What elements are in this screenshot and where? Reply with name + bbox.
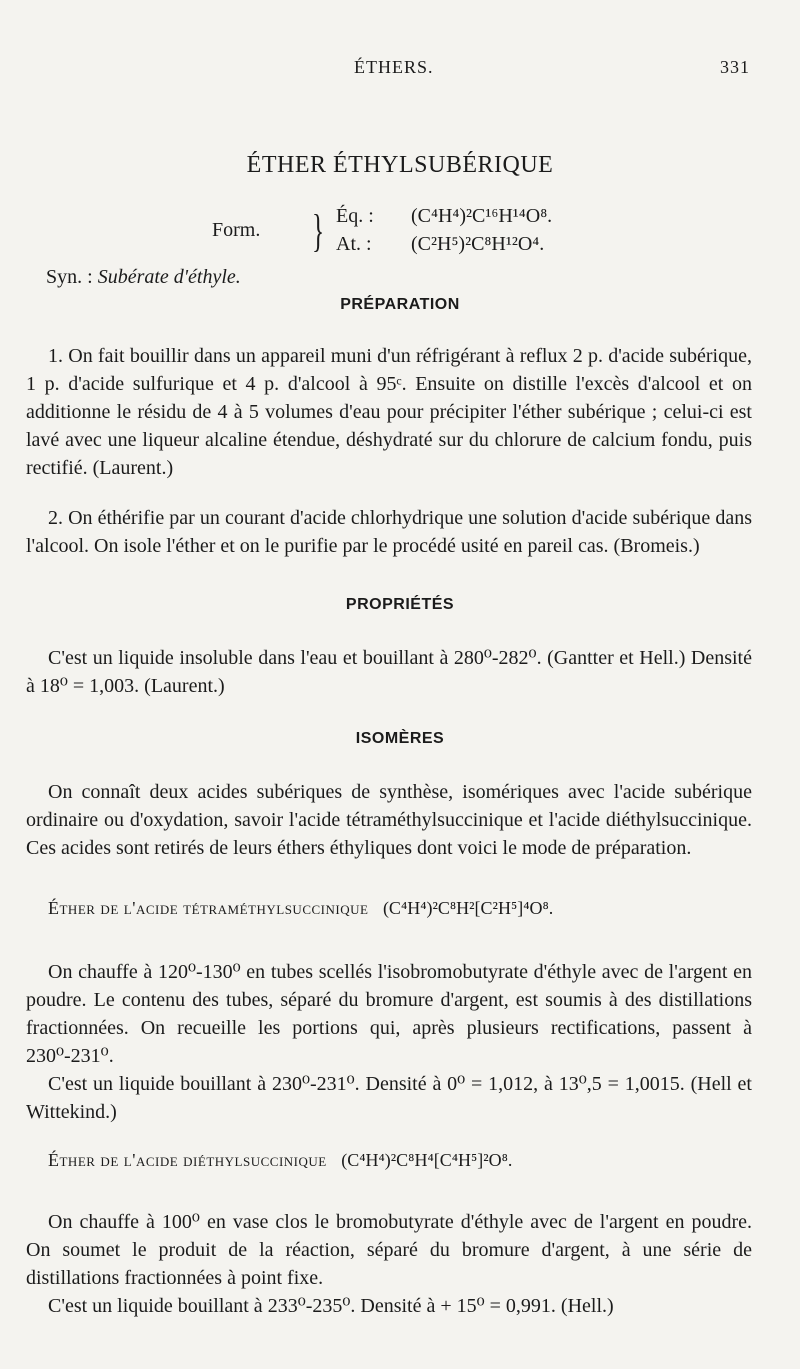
formula-block: [212, 205, 632, 261]
paragraph-dieth-2: C'est un liquide bouillant à 233⁰-235⁰. Densité à + 15⁰ = 0,991. (Hell.): [48, 1295, 614, 1317]
paragraph-prep-1: 1. On fait bouillir dans un appareil muni d'un réfrigérant à reflux 2 p. d'acide subérique, 1 p. d'acide sulfurique et 4 p. d'alcool à 95ᶜ. Ensuite on distille l'excès d'alcool et on additionne le résidu de 4 à 5 volumes d'eau pour précipiter l'éther subérique ; celui-ci est lavé avec une liqueur alcaline étendue, déshydraté sur du chlorure de calcium fondu, puis rectifié. (Laurent.): [26, 345, 752, 479]
paragraph-dieth-1: On chauffe à 100⁰ en vase clos le bromobutyrate d'éthyle avec de l'argent en poudre. On soumet le produit de la réaction, séparé du bromure d'argent, à une série de distillations fractionnées à point fixe.: [26, 1211, 752, 1289]
subheading-diethylsuccinic: [48, 1150, 512, 1171]
running-title: ÉTHERS.: [354, 57, 434, 77]
at-value: (C²H⁵)²C⁸H¹²O⁴.: [411, 233, 545, 255]
paragraph-properties: C'est un liquide insoluble dans l'eau et bouillant à 280⁰-282⁰. (Gantter et Hell.) Densité à 18⁰ = 1,003. (Laurent.): [26, 647, 752, 697]
paragraph-tetra-1: On chauffe à 120⁰-130⁰ en tubes scellés l'isobromobutyrate d'éthyle avec de l'argent en poudre. Le contenu des tubes, séparé du bromure d'argent, est soumis à des distillations fractionnées. On recueille les portions qui, après plusieurs rectifications, passent à 230⁰-231⁰.: [26, 961, 752, 1067]
section-heading-properties: PROPRIÉTÉS: [345, 596, 455, 613]
paragraph-isomers-intro: On connaît deux acides subériques de synthèse, isomériques avec l'acide subérique ordinaire ou d'oxydation, savoir l'acide tétraméthylsuccinique et l'acide diéthylsuccinique. Ces acides sont retirés de leurs éthers éthyliques dont voici le mode de préparation.: [26, 781, 752, 859]
eq-value: (C⁴H⁴)²C¹⁶H¹⁴O⁸.: [411, 205, 553, 227]
formula-label: Form.: [212, 219, 261, 241]
tetra-formula: (C⁴H⁴)²C⁸H²[C²H⁵]⁴O⁸.: [382, 898, 554, 918]
at-label: At. :: [336, 233, 372, 255]
synonym-label: Syn. :: [46, 266, 93, 288]
brace-icon: }: [312, 205, 325, 256]
dieth-formula: (C⁴H⁴)²C⁸H⁴[C⁴H⁵]²O⁸.: [341, 1150, 513, 1170]
formula-at-row: [336, 233, 544, 256]
subheading-tetramethylsuccinic: [48, 898, 553, 919]
tetra-heading-text: Éther de l'acide tétraméthylsuccinique: [48, 898, 369, 918]
article-title: ÉTHER ÉTHYLSUBÉRIQUE: [246, 152, 554, 178]
formula-eq-row: [336, 205, 552, 228]
synonym-line: [46, 266, 241, 289]
page-number: 331: [720, 57, 750, 77]
section-heading-isomers: ISOMÈRES: [355, 730, 445, 747]
paragraph-prep-2: 2. On éthérifie par un courant d'acide chlorhydrique une solution d'acide subérique dans l'alcool. On isole l'éther et on le purifie par le procédé usité en pareil cas. (Bromeis.): [26, 507, 752, 557]
paragraph-tetra-2: C'est un liquide bouillant à 230⁰-231⁰. Densité à 0⁰ = 1,012, à 13⁰,5 = 1,0015. (Hell et Wittekind.): [26, 1073, 752, 1123]
dieth-heading-text: Éther de l'acide diéthylsuccinique: [48, 1150, 327, 1170]
synonym-value: Subérate d'éthyle.: [97, 266, 241, 288]
eq-label: Éq. :: [336, 205, 374, 227]
section-heading-preparation: PRÉPARATION: [340, 296, 460, 313]
